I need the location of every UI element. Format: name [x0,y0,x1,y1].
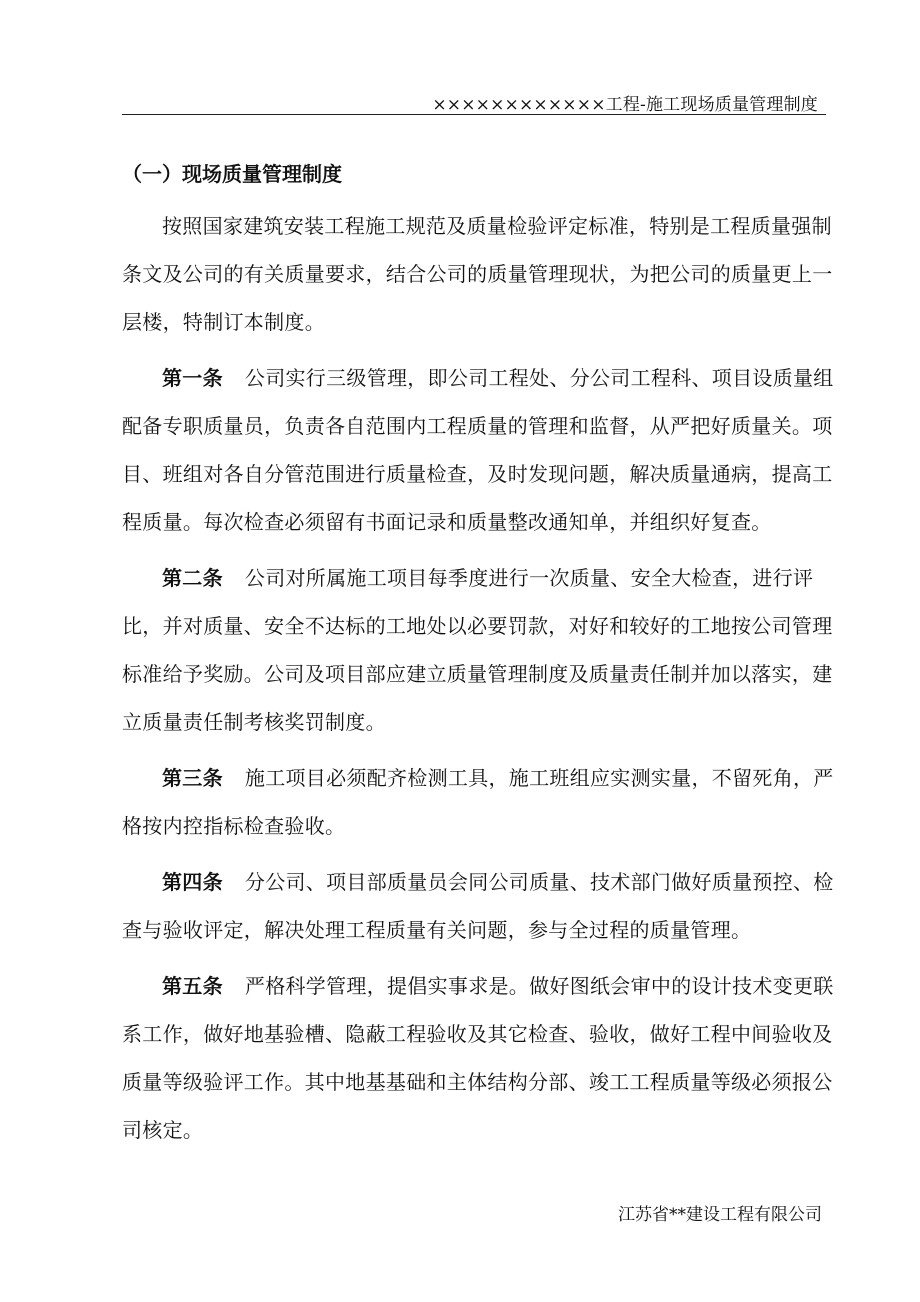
article-label: 第五条 [162,974,223,998]
article-label: 第四条 [162,870,223,894]
article-text: 公司对所属施工项目每季度进行一次质量、安全大检查，进行评比，并对质量、安全不达标的工地处以必要罚款，对好和较好的工地按公司管理标准给予奖励。公司及项目部应建立质量管理制度及质量责任制并加以落实，建立质量责任制考核奖罚制度。 [122,566,833,734]
article-text: 公司实行三级管理，即公司工程处、分公司工程科、项目设质量组配备专职质量员，负责各自范围内工程质量的管理和监督，从严把好质量关。项目、班组对各自分管范围进行质量检查，及时发现问题，解决质量通病，提高工程质量。每次检查必须留有书面记录和质量整改通知单，并组织好复查。 [122,366,834,534]
article-3 [122,754,834,850]
header-title: ××××××××××××工程-施工现场质量管理制度 [432,95,818,115]
article-text: 严格科学管理，提倡实事求是。做好图纸会审中的设计技术变更联系工作，做好地基验槽、隐蔽工程验收及其它检查、验收，做好工程中间验收及质量等级验评工作。其中地基基础和主体结构分部、竣工工程质量等级必须报公司核定。 [122,974,834,1142]
article-1 [122,354,834,546]
document-body [122,154,834,1154]
article-text: 施工项目必须配齐检测工具，施工班组应实测实量，不留死角，严格按内控指标检查验收。 [122,766,834,838]
article-label: 第一条 [162,366,223,390]
section-title: （一）现场质量管理制度 [122,162,342,186]
article-text: 分公司、项目部质量员会同公司质量、技术部门做好质量预控、检查与验收评定，解决处理工程质量有关问题，参与全过程的质量管理。 [122,870,834,942]
article-label: 第二条 [162,566,223,590]
intro-paragraph: 按照国家建筑安装工程施工规范及质量检验评定标准，特别是工程质量强制条文及公司的有关质量要求，结合公司的质量管理现状，为把公司的质量更上一层楼，特制订本制度。 [122,214,833,334]
article-label: 第三条 [162,766,223,790]
footer-company: 江苏省**建设工程有限公司 [618,1205,822,1225]
article-5 [122,962,834,1154]
article-2 [122,554,834,746]
article-4 [122,858,834,954]
page-header [122,88,826,115]
